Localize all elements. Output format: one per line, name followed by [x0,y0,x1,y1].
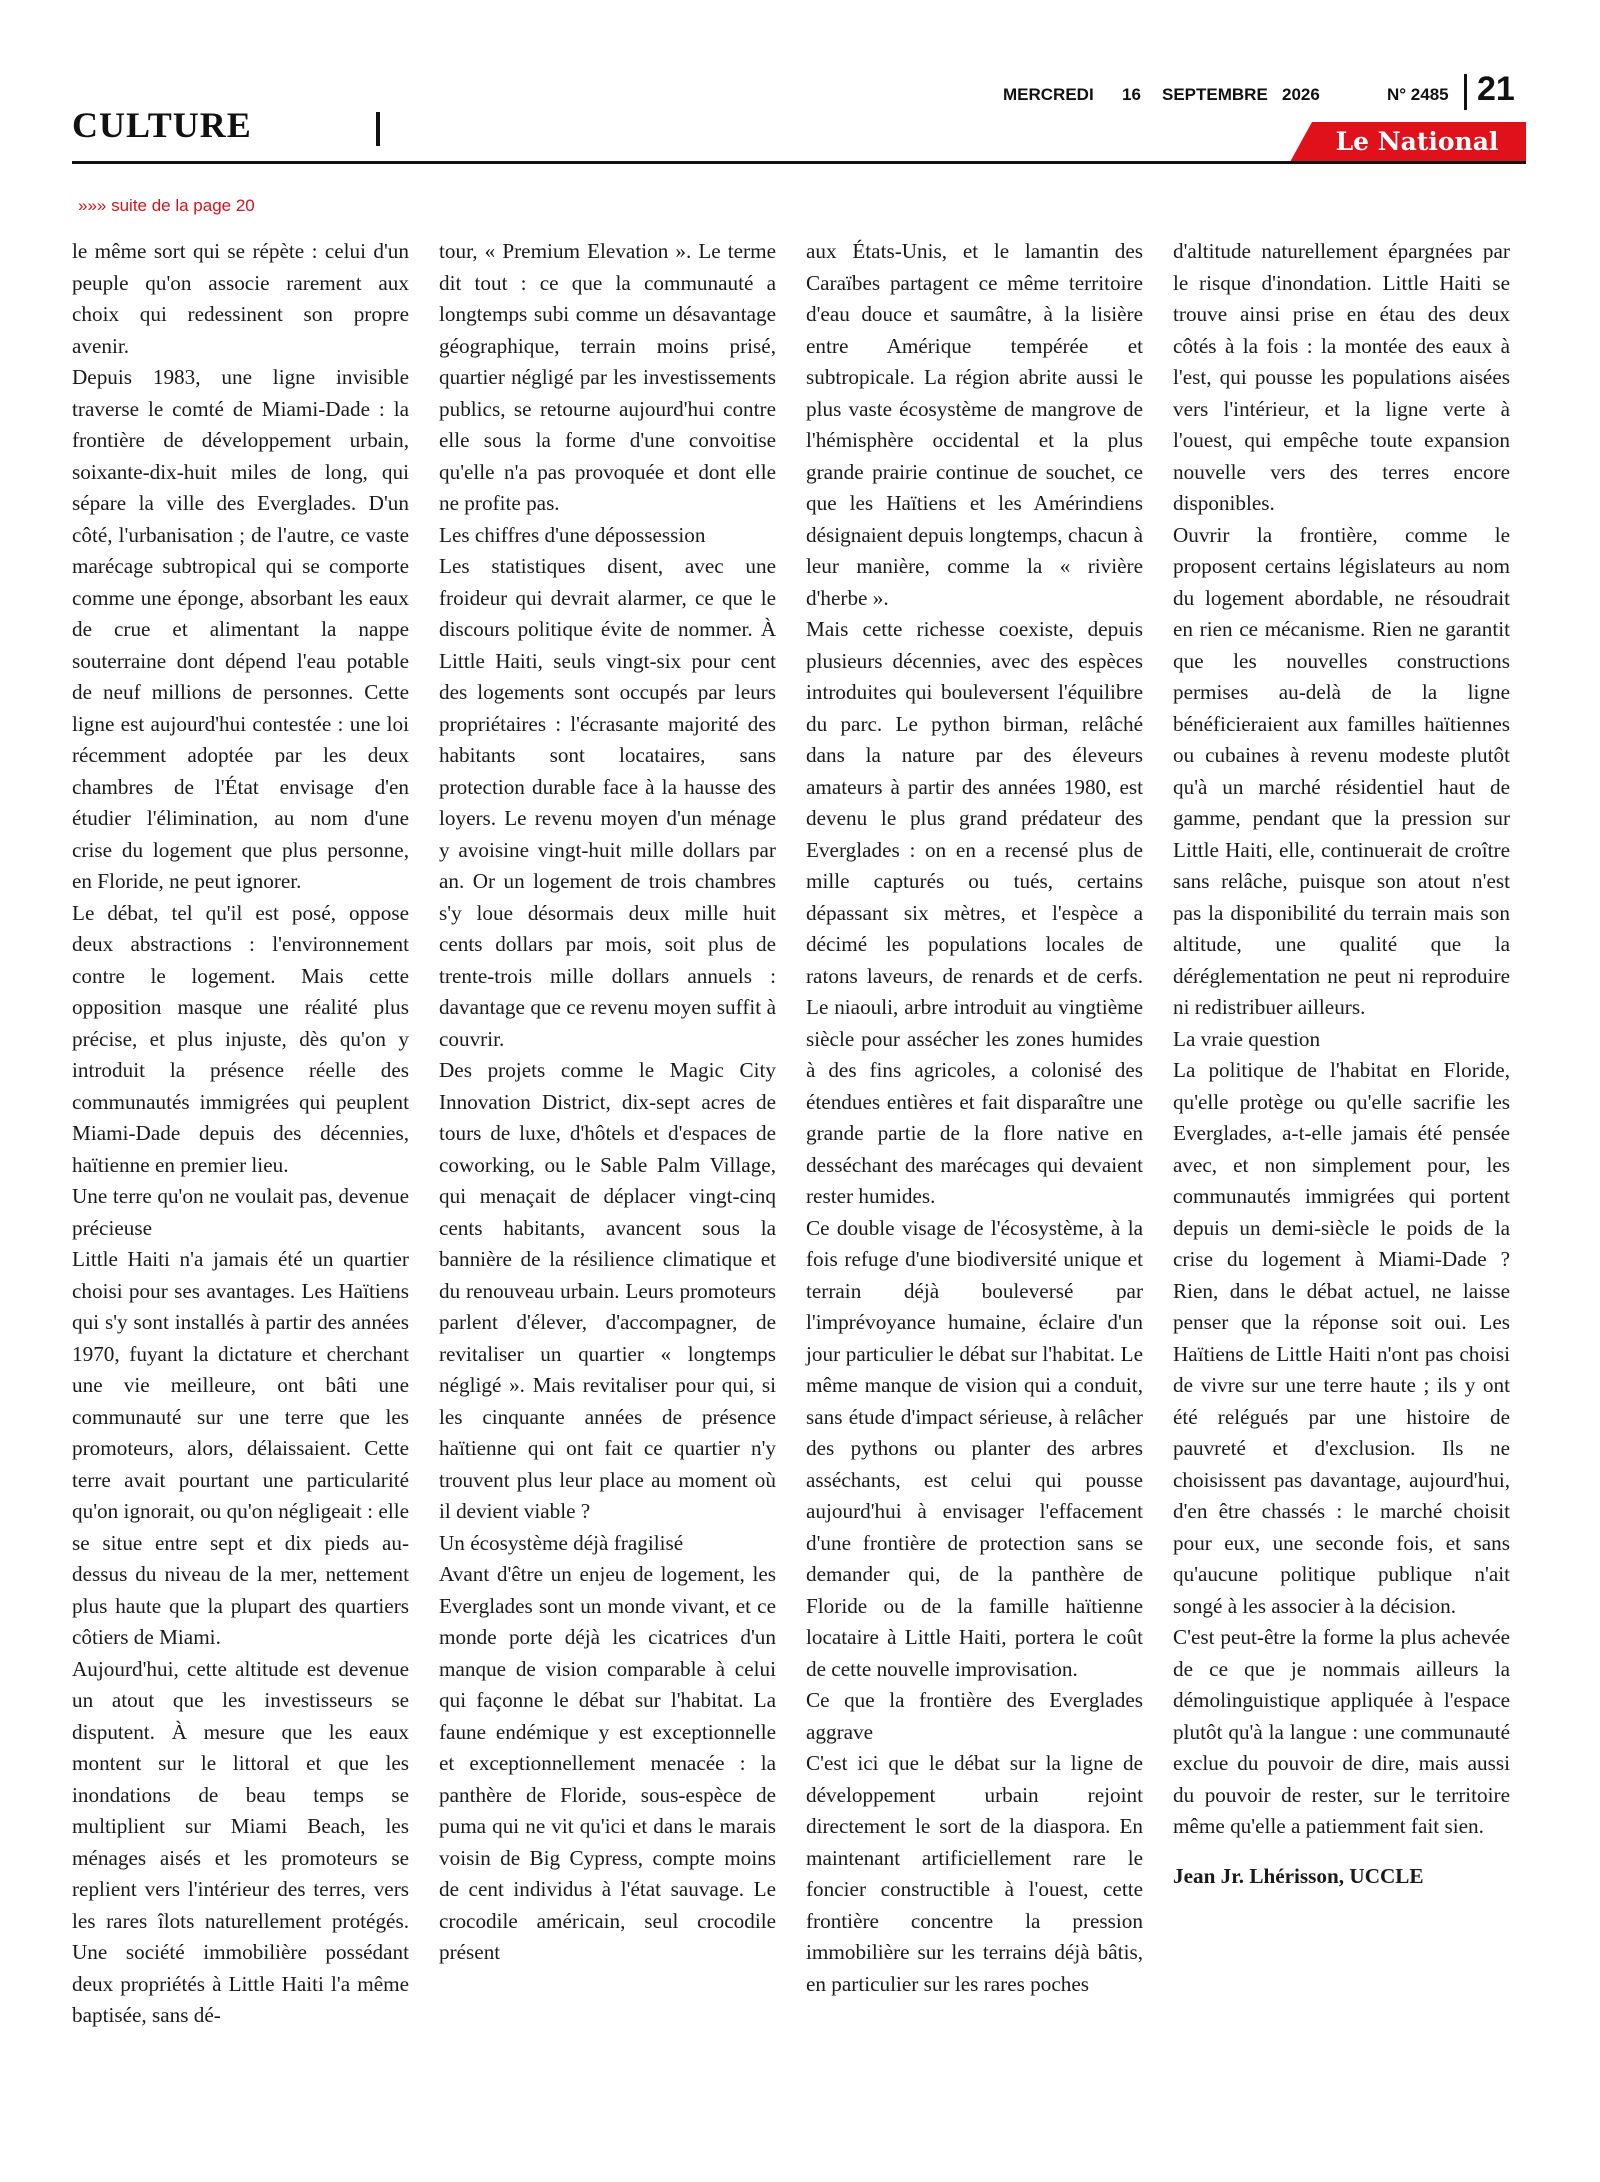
author-signature: Jean Jr. Lhérisson, UCCLE [1173,1863,1424,1888]
article-column-1 [72,236,409,2032]
paragraph: Little Haiti n'a jamais été un quartier choisi pour ses avantages. Les Haïtiens qui s'y sont installés à partir des années 1970, fuyant la dictature et cherchant une vie meilleure, ont bâti une communauté sur une terre que les promoteurs, alors, délaissaient. Cette terre avait pourtant une particularité qu'on ignorait, ou qu'on négligeait : elle se situe entre sept et dix pieds au-dessus du niveau de la mer, nettement plus haute que la plupart des quartiers côtiers de Miami. [72,1247,409,1649]
section-divider [376,112,380,146]
dateline-month: SEPTEMBRE [1162,85,1268,104]
paragraph: Avant d'être un enjeu de logement, les Everglades sont un monde vivant, et ce monde porte déjà les cicatrices d'un manque de vision comparable à celui qui façonne le débat sur l'habitat. La faune endémique y est exceptionnelle et exceptionnellement menacée : la panthère de Floride, sous-espèce de puma qui ne vit qu'ici et dans le marais voisin de Big Cypress, compte moins de cent individus à l'état sauvage. Le crocodile américain, seul crocodile présent [439,1562,776,1964]
issue-number: N° 2485 [1387,85,1449,104]
paragraph: aux États-Unis, et le lamantin des Caraïbes partagent ce même territoire d'eau douce et saumâtre, à la lisière entre Amérique tempérée et subtropicale. La région abrite aussi le plus vaste écosystème de mangrove de l'hémisphère occidental et la plus grande prairie continue de souchet, ce que les Haïtiens et les Amérindiens désignaient depuis longtemps, chacun à leur manière, comme la « rivière d'herbe ». [806,239,1143,610]
article-column-4 [1173,236,1510,1892]
subheading: Un écosystème déjà fragilisé [439,1530,684,1555]
paragraph: Depuis 1983, une ligne invisible traverse le comté de Miami-Dade : la frontière de développement urbain, soixante-dix-huit miles de long, qui sépare la ville des Everglades. D'un côté, l'urbanisation ; de l'autre, ce vaste marécage subtropical qui se comporte comme une éponge, absorbant les eaux de crue et alimentant la nappe souterraine dont dépend l'eau potable de neuf millions de personnes. Cette ligne est aujourd'hui contestée : une loi récemment adoptée par les deux chambres de l'État envisage d'en étudier l'élimination, au nom d'une crise du logement que plus personne, en Floride, ne peut ignorer. [72,365,409,893]
dateline-day: MERCREDI [1003,85,1094,104]
subheading: Une terre qu'on ne voulait pas, devenue précieuse [72,1184,409,1240]
subheading: Les chiffres d'une dépossession [439,522,706,547]
paragraph: Ouvrir la frontière, comme le proposent certains législateurs au nom du logement abordable, ne résoudrait en rien ce mécanisme. Rien ne garantit que les nouvelles constructions permises au-delà de la ligne bénéficieraient aux familles haïtiennes ou cubaines à revenu modeste plutôt qu'à un marché résidentiel haut de gamme, pendant que la pression sur Little Haiti, elle, continuerait de croître sans relâche, puisque son atout n'est pas la disponibilité du terrain mais son altitude, une qualité que la déréglementation ne peut ni reproduire ni redistribuer ailleurs. [1173,522,1510,1019]
paragraph: Aujourd'hui, cette altitude est devenue un atout que les investisseurs se disputent. À mesure que les eaux montent sur le littoral et que les inondations de beau temps se multiplient sur Miami Beach, les ménages aisés et les promoteurs se replient vers l'intérieur des terres, vers les rares îlots naturellement protégés. Une société immobilière possédant deux propriétés à Little Haiti l'a même baptisée, sans dé- [72,1656,409,2027]
paragraph: Des projets comme le Magic City Innovation District, dix-sept acres de tours de luxe, d'hôtels et d'espaces de coworking, ou le Sable Palm Village, qui menaçait de déplacer vingt-cinq cents habitants, avancent sous la bannière de la résilience climatique et du renouveau urbain. Leurs promoteurs parlent d'élever, d'accompagner, de revitaliser un quartier « longtemps négligé ». Mais revitaliser pour qui, si les cinquante années de présence haïtienne qui ont fait ce quartier n'y trouvent plus leur place au moment où il devient viable ? [439,1058,776,1523]
paragraph: C'est peut-être la forme la plus achevée de ce que je nommais ailleurs la démolinguistique appliquée à l'espace plutôt qu'à la langue : une communauté exclue du pouvoir de dire, mais aussi du pouvoir de rester, sur le territoire même qu'elle a patiemment fait sien. [1173,1625,1510,1838]
article-column-3 [806,236,1143,2000]
paragraph: Les statistiques disent, avec une froideur qui devrait alarmer, ce que le discours politique évite de nommer. À Little Haiti, seuls vingt-six pour cent des logements sont occupés par leurs propriétaires : l'écrasante majorité des habitants sont locataires, sans protection durable face à la hausse des loyers. Le revenu moyen d'un ménage y avoisine vingt-huit mille dollars par an. Or un logement de trois chambres s'y loue désormais deux mille huit cents dollars par mois, soit plus de trente-trois mille dollars annuels : davantage que ce revenu moyen suffit à couvrir. [439,554,776,1051]
continued-from-note: »»» suite de la page 20 [78,196,255,215]
issue-divider [1464,74,1467,110]
paragraph: d'altitude naturellement épargnées par le risque d'inondation. Little Haiti se trouve ainsi prise en étau des deux côtés à la fois : la montée des eaux à l'est, qui pousse les populations aisées vers l'intérieur, et la ligne verte à l'ouest, qui empêche toute expansion nouvelle vers des terres encore disponibles. [1173,239,1510,515]
paragraph: le même sort qui se répète : celui d'un peuple qu'on associe rarement aux choix qui redessinent son propre avenir. [72,239,409,358]
publication-name: Le National [1335,127,1499,156]
section-title: CULTURE [72,105,252,145]
paragraph: Le débat, tel qu'il est posé, oppose deux abstractions : l'environnement contre le logement. Mais cette opposition masque une réalité plus précise, et plus injuste, dès qu'on y introduit la présence réelle des communautés immigrées qui peuplent Miami-Dade depuis des décennies, haïtienne en premier lieu. [72,900,409,1177]
header-rule [72,161,1526,164]
paragraph: C'est ici que le débat sur la ligne de développement urbain rejoint directement le sort de la diaspora. En maintenant artificiellement rare le foncier constructible à l'ouest, cette frontière concentre la pression immobilière sur les terrains déjà bâtis, en particulier sur les rares poches [806,1751,1143,1996]
paragraph: Ce double visage de l'écosystème, à la fois refuge d'une biodiversité unique et terrain déjà bouleversé par l'imprévoyance humaine, éclaire d'un jour particulier le débat sur l'habitat. Le même manque de vision qui a conduit, sans étude d'impact sérieuse, à relâcher des pythons ou planter des arbres asséchants, est celui qui pousse aujourd'hui à envisager l'effacement d'une frontière de protection sans se demander qui, de la panthère de Floride ou de la famille haïtienne locataire à Little Haiti, portera le coût de cette nouvelle improvisation. [806,1215,1143,1681]
paragraph: Mais cette richesse coexiste, depuis plusieurs décennies, avec des espèces introduites qui bouleversent l'équilibre du parc. Le python birman, relâché dans la nature par des éleveurs amateurs à partir des années 1980, est devenu le plus grand prédateur des Everglades : on en a recensé plus de mille capturés ou tués, certains dépassant six mètres, et l'espèce a décimé les populations locales de ratons laveurs, de renards et de cerfs. Le niaouli, arbre introduit au vingtième siècle pour assécher les zones humides à des fins agricoles, a colonisé des étendues entières et fait disparaître une grande partie de la flore native en desséchant des marécages qui devaient rester humides. [806,617,1143,1208]
subheading: La vraie question [1173,1026,1321,1051]
paragraph: La politique de l'habitat en Floride, qu'elle protège ou qu'elle sacrifie les Everglades, a-t-elle jamais été pensée avec, et non simplement pour, les communautés immigrées qui portent depuis un demi-siècle le poids de la crise du logement à Miami-Dade ? Rien, dans le débat actuel, ne laisse penser que la réponse soit oui. Les Haïtiens de Little Haiti n'ont pas choisi de vivre sur une terre haute ; ils y ont été relégués par une histoire de pauvreté et d'exclusion. Ils ne choisissent pas davantage, aujourd'hui, d'en être chassés : le marché choisit pour eux, une seconde fois, et sans qu'aucune politique publique n'ait songé à les associer à la décision. [1173,1058,1510,1618]
paragraph: tour, « Premium Elevation ». Le terme dit tout : ce que la communauté a longtemps subi comme un désavantage géographique, terrain moins prisé, quartier négligé par les investissements publics, se retourne aujourd'hui contre elle sous la forme d'une convoitise qu'elle n'a pas provoquée et dont elle ne profite pas. [439,239,776,515]
article-column-2 [439,236,776,1969]
subheading: Ce que la frontière des Everglades aggrave [806,1688,1143,1744]
dateline-date: 16 [1122,85,1141,104]
dateline-year: 2026 [1282,85,1320,104]
page-number: 21 [1477,70,1515,108]
